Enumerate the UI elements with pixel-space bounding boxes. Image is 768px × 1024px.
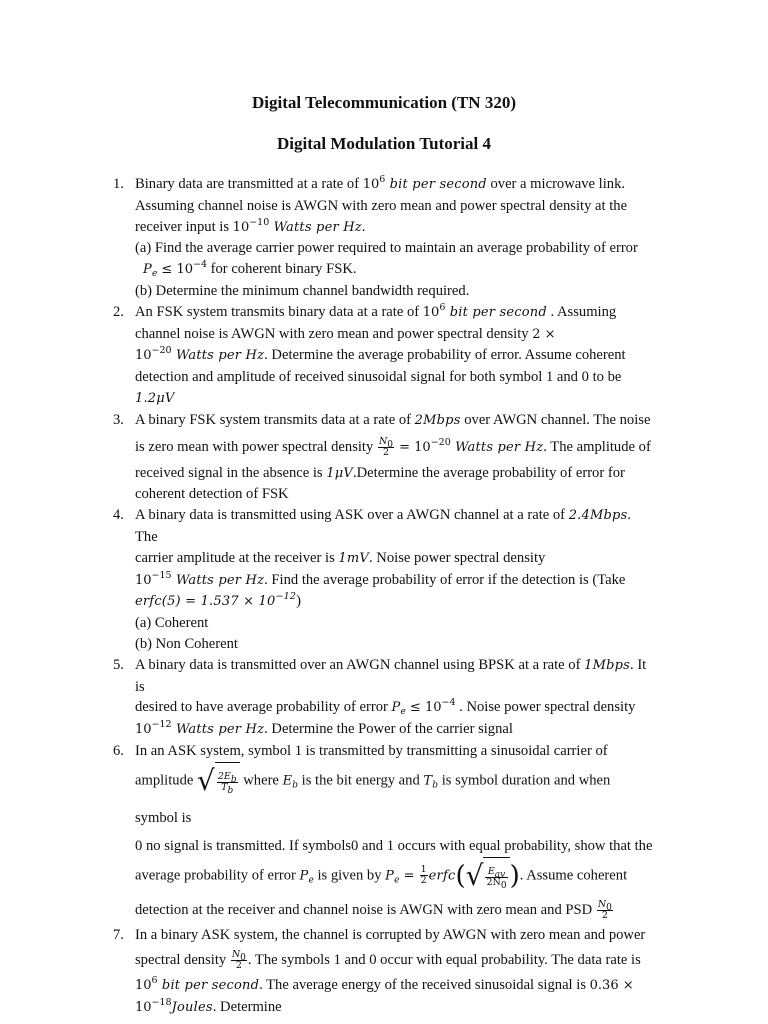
question-text: average probability of error — [135, 866, 300, 883]
question-text: . The symbols 1 and 0 occur with equal probability. The data rate is — [247, 952, 641, 969]
subquestion-a: (a) Coherent — [135, 615, 209, 632]
math-expr: 1Mbps — [584, 657, 631, 673]
question-number: 1. — [113, 176, 124, 192]
question-text: is zero mean with power spectral density — [135, 438, 377, 455]
question-number: 2. — [113, 303, 124, 320]
fraction: $\frac{N_0}{2}$ — [231, 949, 246, 972]
question-text: A binary data is transmitted over an AWGN channel using BPSK at a rate of — [135, 656, 585, 673]
question-text: Assuming channel noise is AWGN with zero mean and power spectral density at the — [135, 197, 628, 214]
math-expr: ≤ $10^{-4}$ — [405, 697, 456, 716]
math-expr: bit per second — [385, 177, 487, 192]
course-title: Digital Telecommunication (TN 320) — [252, 93, 516, 112]
math-expr: erfc — [428, 867, 456, 883]
question-text: amplitude — [135, 772, 198, 789]
question-7 — [113, 925, 655, 1019]
question-text: carrier amplitude at the receiver is — [135, 549, 339, 566]
question-text: ) — [296, 593, 302, 610]
math-expr: 2Mbps — [414, 412, 461, 428]
math-expr: T — [423, 773, 433, 789]
question-1 — [113, 174, 655, 302]
subquestion-a-cont: $P_e \le 10^{-4}$ for coherent binary FSK. — [143, 259, 357, 280]
math-expr: $10^{-10}$ — [232, 216, 270, 235]
question-text: 0 no signal is transmitted. If symbols0 and 1 occurs with equal probability, show that the — [135, 837, 653, 854]
question-text: . Determine the average probability of error. Assume coherent — [264, 347, 626, 364]
math-expr: $10^{-18}$ — [135, 997, 172, 1016]
math-expr: Watts per Hz — [171, 722, 265, 738]
question-text: is given by — [313, 866, 386, 883]
question-text: . Find the average probability of error if the detection is (Take — [264, 571, 626, 588]
question-text: . — [361, 218, 366, 235]
math-expr: $10^{-15}$ — [135, 569, 172, 588]
math-expr: 1mV — [338, 550, 369, 566]
math-expr: erfc(5) = $1.537 \times 10^{-12}$ — [135, 591, 297, 610]
subquestion-a: (a) Find the average carrier power required to maintain an average probability of error — [135, 240, 638, 257]
question-text: . Noise power spectral density — [369, 549, 546, 566]
question-4 — [113, 505, 655, 655]
question-number: 5. — [113, 656, 124, 673]
math-expr: 2.4Mbps — [568, 508, 628, 524]
tutorial-title: Digital Modulation Tutorial 4 — [277, 134, 491, 153]
math-expr: P — [391, 700, 401, 716]
math-expr: $10^6$ — [135, 975, 158, 994]
question-text: . Assuming — [546, 303, 617, 320]
math-expr: 1.2μV — [135, 390, 175, 406]
question-text: detection and amplitude of received sinusoidal signal for both symbol 1 and 0 to be — [135, 369, 622, 386]
math-expr: $10^{-20}$ — [135, 345, 172, 364]
math-expr: $10^6$ — [362, 174, 386, 192]
math-expr: 0.36 × — [589, 978, 634, 994]
subquestion-b: (b) Non Coherent — [135, 635, 238, 652]
math-expr: bit per second — [445, 304, 547, 320]
question-text: In a binary ASK system, the channel is corrupted by AWGN with zero mean and power — [135, 926, 646, 943]
question-text: . The average energy of the received sinusoidal signal is — [259, 977, 590, 994]
question-text: . The amplitude of — [543, 438, 651, 455]
question-2 — [113, 301, 655, 410]
question-text: . Assume coherent — [519, 866, 628, 883]
question-text: over AWGN channel. The noise — [460, 411, 651, 428]
question-text: received signal in the absence is — [135, 464, 327, 481]
math-expr: Joules — [171, 1000, 213, 1016]
math-expr: Watts per Hz — [171, 572, 265, 588]
question-text: Binary data are transmitted at a rate of — [135, 176, 363, 192]
question-text: . Determine the Power of the carrier signal — [264, 721, 513, 738]
question-list — [113, 174, 655, 1019]
question-text: . It is — [135, 656, 647, 695]
question-3 — [113, 410, 655, 505]
fraction: $\frac{N_0}{2}$ — [378, 435, 393, 458]
question-text: over a microwave link. — [486, 176, 626, 192]
fraction: $\frac{N_0}{2}$ — [597, 898, 612, 921]
question-6: 6. In an ASK system, symbol 1 is transmitted by transmitting a sinusoidal carrier of amplitude √ $\frac{2E_b}{T_b}$ where $E_b$ is the bit energy and $T_b$ is symbol duration and when symbol is 0 no signal is transmitted. If symbols0 and 1 occurs with equal probability, show that the average probability of error $P_e$ is given by $P_e$ = $\frac{1}{2}$ erfc(√ $\frac{E_{av}}{2N_0}$ ). Assume coherent detection at the receiver and channel noise is AWGN with zero mean and PSD $\frac{N_0}{2}$ — [113, 742, 653, 921]
fraction: $\frac{1}{2}$ — [420, 864, 427, 887]
question-text: An FSK system transmits binary data at a rate of — [135, 303, 423, 320]
question-text: where — [239, 772, 283, 789]
question-number: 6. — [113, 742, 124, 759]
math-expr: $10^6$ — [422, 301, 446, 320]
math-expr: 2 × — [532, 326, 556, 342]
question-text: detection at the receiver and channel noise is AWGN with zero mean and PSD — [135, 901, 596, 918]
math-expr: $10^{-12}$ — [135, 719, 172, 738]
question-text: . Noise power spectral density — [455, 699, 636, 716]
question-text: spectral density — [135, 952, 230, 969]
question-text: A binary data is transmitted using ASK over a AWGN channel at a rate of — [135, 507, 569, 524]
question-text: In an ASK system, symbol 1 is transmitted by transmitting a sinusoidal carrier of — [135, 742, 608, 759]
math-expr: P — [385, 867, 395, 883]
math-expr: 1μV — [326, 465, 353, 481]
question-text: A binary FSK system transmits data at a rate of — [135, 411, 415, 428]
math-expr: bit per second — [157, 978, 260, 994]
math-expr: E — [282, 773, 293, 789]
question-text: receiver input is — [135, 218, 233, 235]
math-expr: Watts per Hz — [450, 439, 544, 455]
question-number: 4. — [113, 507, 124, 524]
math-expr: Watts per Hz — [171, 348, 265, 364]
math-expr: = $10^{-20}$ — [394, 436, 451, 455]
square-root: √ $\frac{2E_b}{T_b}$ — [197, 762, 240, 800]
question-text: is symbol duration and when symbol is — [135, 772, 611, 826]
question-text: . Determine — [212, 999, 282, 1016]
subquestion-b: (b) Determine the minimum channel bandwidth required. — [135, 282, 470, 299]
question-text: is the bit energy and — [298, 772, 424, 789]
question-text: desired to have average probability of error — [135, 699, 392, 716]
question-number: 3. — [113, 411, 124, 428]
math-expr: Watts per Hz — [269, 219, 362, 235]
question-text: . The — [135, 507, 632, 545]
question-text: channel noise is AWGN with zero mean and power spectral density — [135, 325, 533, 342]
square-root: √ $\frac{E_{av}}{2N_0}$ — [466, 857, 510, 895]
question-text: .Determine the average probability of error for — [352, 464, 625, 481]
question-5: 5. A binary data is transmitted over an AWGN channel using BPSK at a rate of 1Mbps. It is desired to have average probability of error $P_e \le 10^{-4}$ . Noise power spectral density $10^{-12}$ Watts per Hz. Determine the Power of the carrier signal — [113, 656, 647, 738]
question-number: 7. — [113, 926, 124, 943]
math-expr: P — [299, 867, 309, 883]
question-text: coherent detection of FSK — [135, 486, 289, 503]
